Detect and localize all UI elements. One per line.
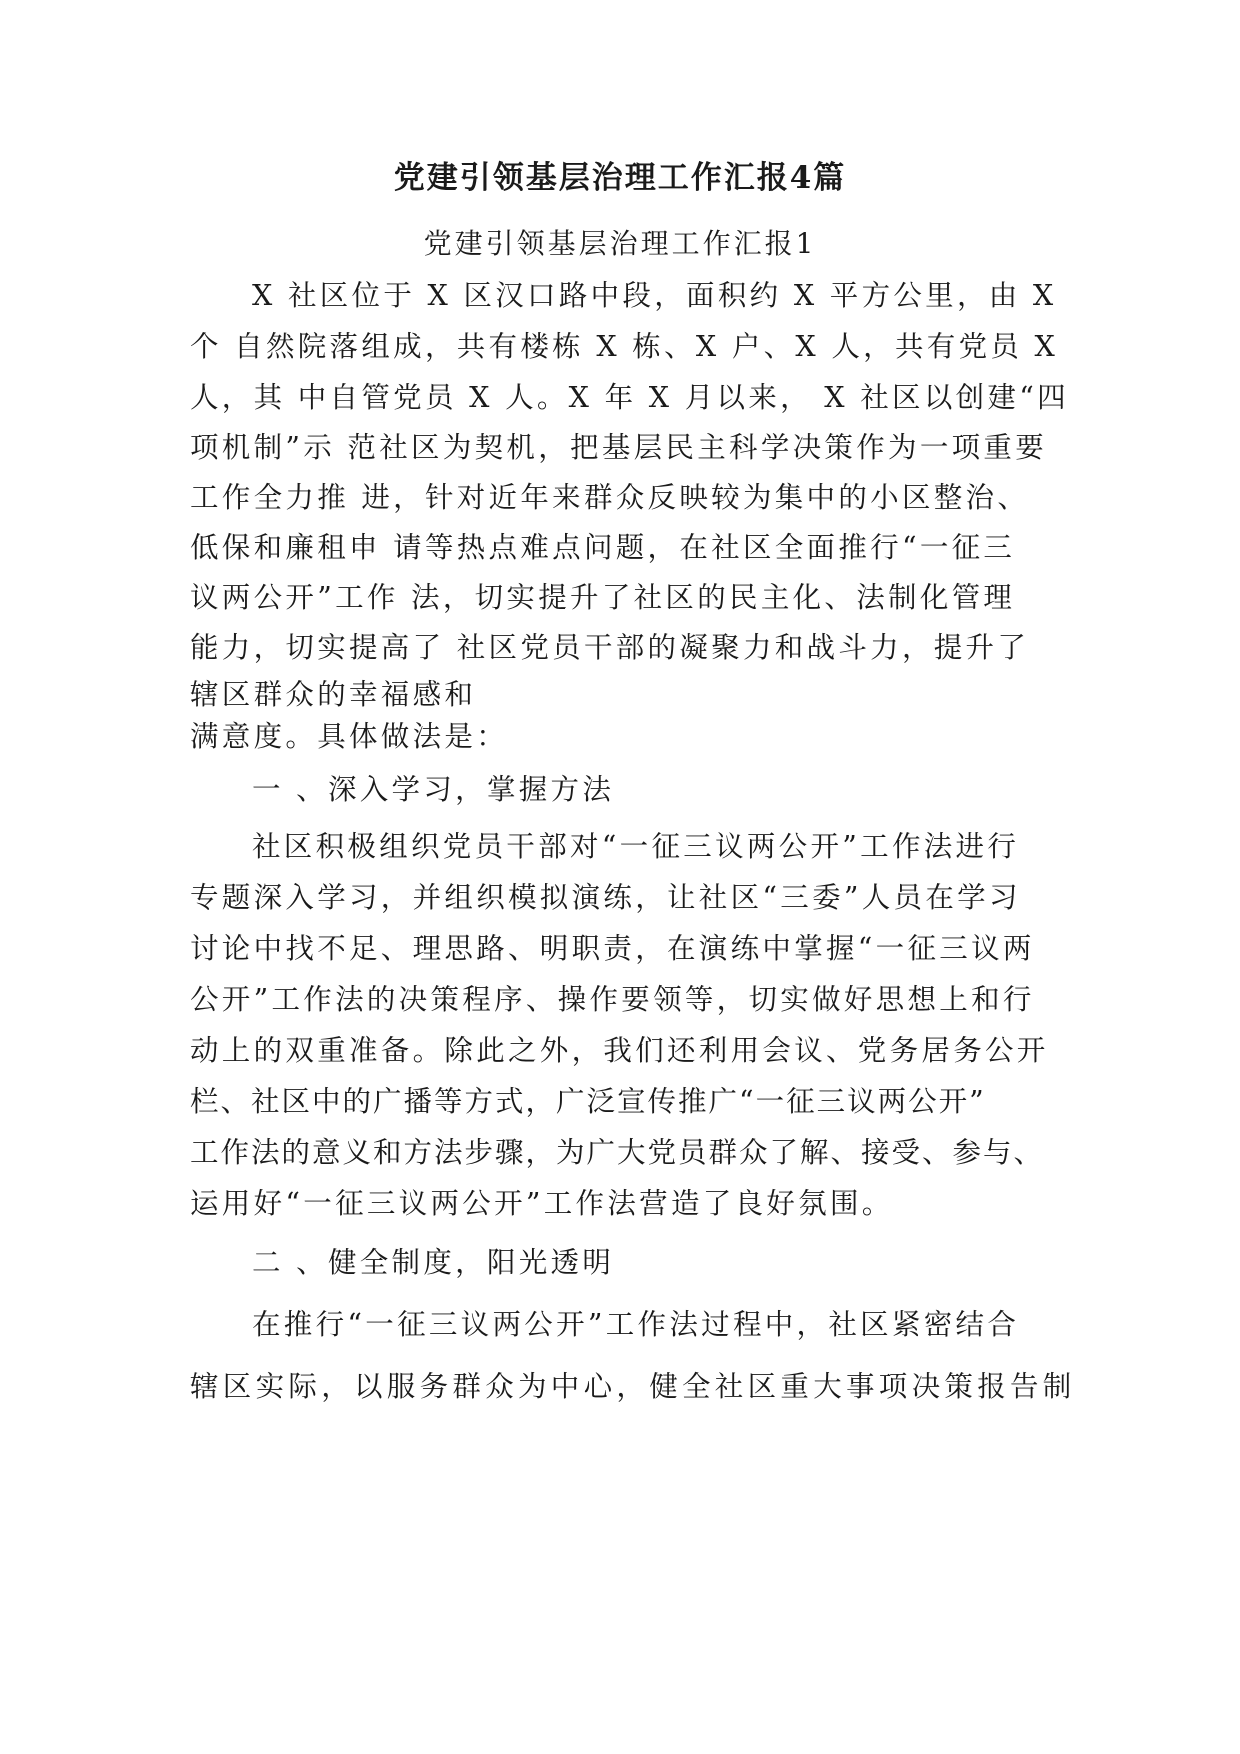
paragraph1-line: 能力，切实提高了 社区党员干部的凝聚力和战斗力，提升了 [190, 631, 1030, 664]
paragraph1-line: 个 自然院落组成，共有楼栋 X 栋、X 户、X 人，共有党员 X [190, 330, 1059, 363]
section-heading-2: 二 、健全制度，阳光透明 [252, 1246, 615, 1279]
document-title: 党建引领基层治理工作汇报4篇 [393, 160, 847, 196]
section-heading-1: 一 、深入学习，掌握方法 [252, 773, 615, 806]
paragraph1-line: 项机制”示 范社区为契机，把基层民主科学决策作为一项重要 [190, 431, 1048, 464]
paragraph3-line: 在推行“一征三议两公开”工作法过程中，社区紧密结合 [252, 1308, 1020, 1341]
paragraph1-line: 辖区群众的幸福感和 [190, 678, 477, 711]
paragraph1-line: 议两公开”工作 法，切实提升了社区的民主化、法制化管理 [190, 581, 1016, 614]
paragraph2-line: 专题深入学习，并组织模拟演练，让社区“三委”人员在学习 [190, 881, 1021, 914]
document-subtitle: 党建引领基层治理工作汇报1 [423, 227, 817, 260]
paragraph2-line: 讨论中找不足、理思路、明职责，在演练中掌握“一征三议两 [190, 932, 1035, 965]
paragraph2-line: 社区积极组织党员干部对“一征三议两公开”工作法进行 [252, 830, 1020, 863]
paragraph2-line: 运用好“一征三议两公开”工作法营造了良好氛围。 [190, 1187, 894, 1220]
paragraph1-line: X 社区位于 X 区汉口路中段，面积约 X 平方公里，由 X [252, 279, 1057, 312]
paragraph2-line: 栏、社区中的广播等方式，广泛宣传推广“一征三议两公开” [190, 1085, 986, 1118]
paragraph3-line: 辖区实际，以服务群众为中心，健全社区重大事项决策报告制 [190, 1370, 1076, 1403]
paragraph2-line: 工作法的意义和方法步骤，为广大党员群众了解、接受、参与、 [190, 1136, 1045, 1169]
paragraph1-line: 人，其 中自管党员 X 人。X 年 X 月以来， X 社区以创建“四 [190, 381, 1069, 414]
paragraph2-line: 公开”工作法的决策程序、操作要领等，切实做好思想上和行 [190, 983, 1035, 1016]
paragraph1-line: 工作全力推 进，针对近年来群众反映较为集中的小区整治、 [190, 481, 1030, 514]
paragraph2-line: 动上的双重准备。除此之外，我们还利用会议、党务居务公开 [190, 1034, 1049, 1067]
paragraph1-line: 满意度。具体做法是： [190, 720, 509, 753]
paragraph1-line: 低保和廉租申 请等热点难点问题，在社区全面推行“一征三 [190, 531, 1016, 564]
